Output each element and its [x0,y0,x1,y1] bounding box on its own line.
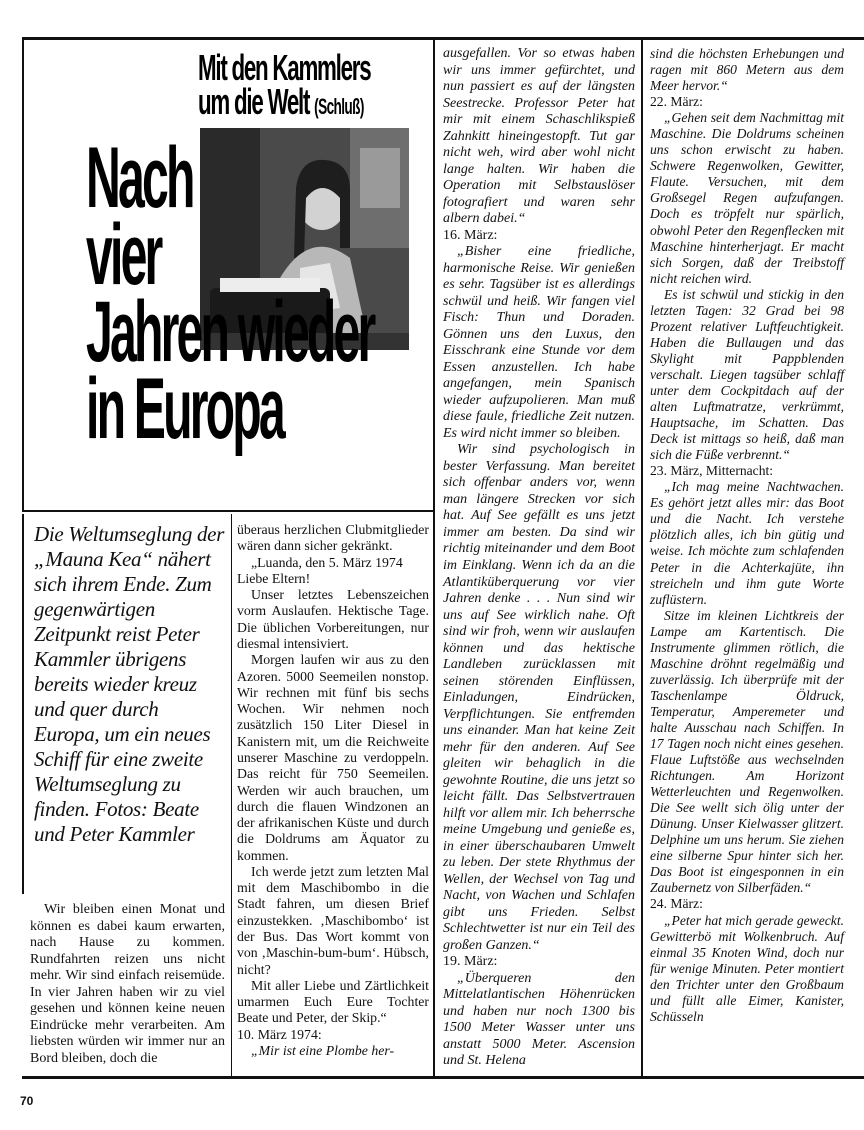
paragraph: „Gehen seit dem Nachmittag mit Maschine. Die Doldrums scheinen uns schon erwischt zu haben. Schwere Regenwolken, Gewitter, Flaute. Versuchen, mit dem Großsegel Regen aufzufangen. Doch es tröpfelt nur spärlich, obwohl Peter den Regenflecken mit Maschine hinterherjagt. Er macht sich Sorgen, daß der Treibstoff nicht reichen wird. [650,110,844,286]
headline-line: Jahren wieder [86,284,374,380]
diary-date: 10. März 1974: [237,1026,322,1042]
paragraph: „Mir ist eine Plombe her- [251,1043,395,1058]
bottom-rule [22,1076,864,1079]
column-1 [30,902,225,1067]
paragraph: Sitze im kleinen Lichtkreis der Lampe am Kartentisch. Die Instrumente glimmen rötlich, die Maschine dröhnt regelmäßig und zuverlässig. Ich überprüfe mit der Taschenlampe Öldruck, Temperatur, Amperemeter und halte Ausschau nach Schiffen. In 17 Tagen noch nicht eines gesehen. Flaue Luftstöße aus wechselnden Richtungen. Am Horizont Wetterleuchten und Regenwolken. Die See wellt sich ölig unter der Dünung. Unser Kielwasser glitzert. Delphine um uns herum. Sie ziehen eine silberne Spur hinter sich her. Das Boot ist eingesponnen in ein Zaubernetz von Silberfäden.“ [650,607,844,896]
paragraph: „Ich mag meine Nachtwachen. Es gehört jetzt alles mir: das Boot und die Nacht. Ich verstehe plötzlich alles, ich bin gütig und weise. Ich möchte zum schlafenden Peter in die Achterkajüte, ihn streicheln und ihm gute Worte zuflüstern. [650,479,844,607]
paragraph: Morgen laufen wir aus zu den Azoren. 5000 Seemeilen nonstop. Wir rechnen mit fünf bis sechs Wochen. Wir nehmen noch zusätzlich 150 Liter Diesel in Kanistern mit, um die Reichweite unserer Maschine zu verdoppeln. Das reicht für 750 Seemeilen. Werden wir auch brauchen, um durch die flauen Windzonen an der afrikanischen Küste und durch die Doldrums am Äquator zu kommen. [237,652,429,863]
headline [86,130,433,457]
page-number: 70 [20,1094,34,1108]
paragraph: „Überqueren den Mittelatlantischen Höhenrücken und haben nur noch 1300 bis 1500 Meter Wasser unter uns anstatt 5000 Meter. Ascension und St. Helena [443,970,635,1069]
column-divider [433,40,435,1076]
headline-box [22,40,433,512]
paragraph: Ich werde jetzt zum letzten Mal mit dem Maschibombo in die Stadt fahren, um diesen Brief einzustekken. ‚Maschibombo‘ ist der Bus. Das Wort kommt von von ‚Maschin-bum-bum‘. Hübsch, nicht? [237,863,429,977]
paragraph: Unser letztes Lebenszeichen vorm Auslaufen. Hektische Tage. Die üblichen Vorbereitungen, nur diesmal intensiviert. [237,587,429,651]
column-2 [237,522,429,1059]
headline-line: in Europa [86,361,283,457]
intro-box [22,514,231,894]
letter-salutation: Liebe Eltern! [237,570,311,586]
diary-date: 16. März: [443,227,498,243]
paragraph: „Peter hat mich gerade geweckt. Gewitterbö mit Wolkenbruch. Auf einmal 35 Knoten Wind, doch nur für wenige Minuten. Peter montiert den Trichter unter den Großbaum und füllt alle Eimer, Kanister, Schüsseln [650,912,844,1024]
kicker-suffix: (Schluß) [314,94,364,119]
column-3 [443,46,635,1070]
diary-date: 22. März: [650,94,703,110]
paragraph: Mit aller Liebe und Zärtlichkeit umarmen Euch Eure Tochter Beate und Peter, der Skip.“ [237,977,429,1026]
intro-text: Die Weltumseglung der „Mauna Kea“ nähert sich ihrem Ende. Zum gegenwärtigen Zeitpunkt reist Peter Kammler übrigens bereits wieder kreuz und quer durch Europa, um ein neues Schiff für eine zweite Weltumseglung zu finden. Fotos: Beate und Peter Kammler [34,522,225,846]
paragraph: Wir sind psychologisch in bester Verfassung. Man bereitet sich offenbar anders vor, wenn man längere Strecken vor sich hat. Auf See gefällt es uns jetzt immer am besten. Da sind wir richtig miteinander und dem Boot im Einklang. Wenn ich da an die Atlantiküberquerung vor vier Jahren denke . . . Nun sind wir uns auf See wirklich nahe. Oft sind wir froh, wenn wir auslaufen können und das hektische Landleben zurücklassen mit seinen störenden Einflüssen, Einladungen, Eindrücken, Verpflichtungen. Sie entfremden uns einander. Man hat keine Zeit mehr für den anderen. Auf See gleiten wir behaglich in die gewohnte Routine, die uns jetzt so leicht fällt. Das Selbstvertrauen hilft vor allem mir. Ich beherrsche meine Umgebung und genieße es, in einer überschaubaren Umwelt zu leben. Der stete Rhythmus der Wellen, der Wechsel von Tag und Nacht, von Wachen und Schlafen gibt uns Frieden. Selbst Schlechtwetter ist nur ein Teil des großen Ganzen.“ [443,442,635,953]
paragraph: „Bisher eine friedliche, harmonische Reise. Wir genießen es sehr. Tagsüber ist es allerdings schwül und heiß. Wir fangen viel Fisch: Thun und Doraden. Gönnen uns den Luxus, den Eisschrank eine Stunde vor dem Essen anzustellen. Ich habe angefangen, mein Spanisch wieder aufzupolieren. Man muß diese faule, friedliche Zeit nutzen. Es wird nicht immer so bleiben. [443,244,635,441]
paragraph: sind die höchsten Erhebungen und ragen mit 860 Metern aus dem Meer hervor.“ [650,46,844,94]
column-divider [641,40,643,1076]
paragraph: Es ist schwül und stickig in den letzten Tagen: 32 Grad bei 98 Prozent relativer Luftfeuchtigkeit. Haben die Bullaugen und das Skylight mit Pappblenden verschalt. Liegen tagsüber schlaff unter dem Cockpitdach auf der alten Luftmatratze, verkrümmt, Hauptsache, im Schatten. Das Deck ist mittags so heiß, daß man sich die Füße verbrennt.“ [650,286,844,463]
kicker-line-1: Mit den Kammlers [198,47,371,88]
diary-date: 24. März: [650,896,703,912]
headline-line: vier [86,207,161,303]
column-4 [650,46,844,1025]
paragraph: überaus herzlichen Clubmitglieder wären dann sicher gekränkt. [237,522,429,554]
column-divider [231,514,232,1076]
diary-date: 19. März: [443,954,498,970]
letter-dateline: „Luanda, den 5. März 1974 [251,554,403,570]
paragraph: ausgefallen. Vor so etwas haben wir uns immer gefürchtet, und nun passiert es auf der längsten Seestrecke. Professor Peter hat mir mit einem Schaschlikspieß Zahnkitt hineingestopft. Tut gar nicht weh, wird aber wohl nicht lange halten. Wir haben die Operation mit Selbstauslöser fotografiert und waren sehr albern dabei.“ [443,46,635,227]
paragraph: Wir bleiben einen Monat und können es dabei kaum erwarten, nach Hause zu kommen. Rundfahrten reizen uns nicht mehr. Wir sind einfach reisemüde. In vier Jahren haben wir zu viel gesehen und können keine neuen Eindrücke mehr verarbeiten. Am liebsten würden wir immer nur an Bord bleiben, doch die [30,902,225,1066]
kicker-line-2-text: um die Welt [198,81,310,122]
diary-date: 23. März, Mitternacht: [650,463,774,479]
kicker-line-2 [198,81,364,122]
headline-line: Nach [86,130,193,226]
kicker [198,47,428,122]
